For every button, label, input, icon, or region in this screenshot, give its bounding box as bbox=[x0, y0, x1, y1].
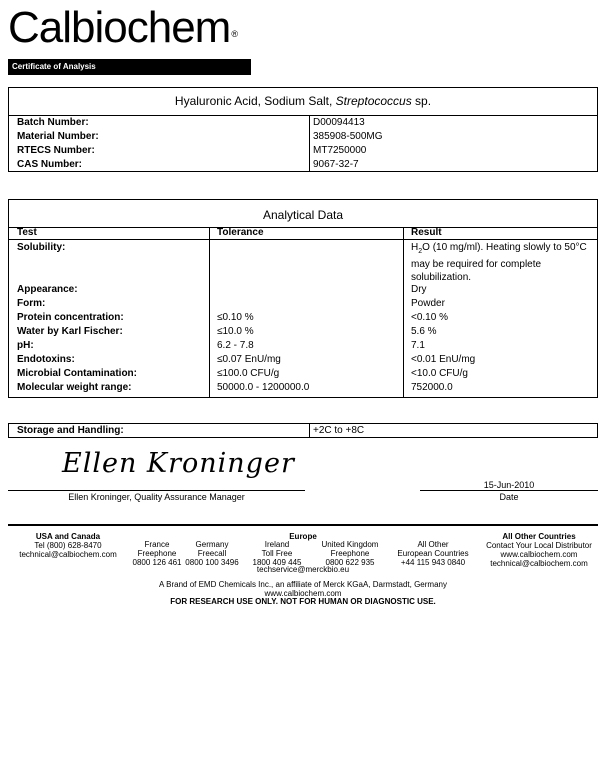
country-line1: Freecall bbox=[197, 549, 227, 558]
analytical-tolerance: ≤100.0 CFU/g bbox=[217, 368, 280, 379]
solubility-result-line2: may be required for complete bbox=[411, 259, 542, 270]
storage-value: +2C to +8C bbox=[313, 425, 365, 436]
europe-title: Europe bbox=[289, 532, 317, 541]
analytical-test: Endotoxins: bbox=[17, 354, 75, 365]
analytical-test: Appearance: bbox=[17, 284, 78, 295]
solubility-test: Solubility: bbox=[17, 242, 66, 253]
certificate-title-bar: Certificate of Analysis bbox=[8, 59, 251, 75]
all-other-title: All Other Countries bbox=[502, 532, 576, 541]
country-name: United Kingdom bbox=[321, 540, 379, 549]
other-eu-line2: European Countries bbox=[397, 549, 469, 558]
solubility-result-line3: solubilization. bbox=[411, 272, 472, 283]
date-label: Date bbox=[499, 492, 519, 502]
signer-name-title: Ellen Kroninger, Quality Assurance Manager bbox=[68, 492, 245, 502]
field-value: 9067-32-7 bbox=[313, 159, 359, 170]
usa-email: technical@calbiochem.com bbox=[19, 550, 117, 559]
registered-mark: ® bbox=[231, 29, 238, 39]
column-header-test: Test bbox=[17, 227, 37, 238]
country-name: France bbox=[144, 540, 170, 549]
column-header-tolerance: Tolerance bbox=[217, 227, 264, 238]
brand-name: Calbiochem bbox=[8, 3, 231, 52]
product-name-genus: Streptococcus bbox=[335, 94, 412, 108]
brand-line: A Brand of EMD Chemicals Inc., an affiliate of Merck KGaA, Darmstadt, Germany bbox=[159, 580, 447, 589]
country-line2: 0800 622 935 bbox=[325, 558, 375, 567]
product-box bbox=[8, 87, 598, 172]
analytical-test: pH: bbox=[17, 340, 34, 351]
field-label: Material Number: bbox=[17, 131, 99, 142]
country-name: Germany bbox=[195, 540, 229, 549]
analytical-tolerance: ≤0.07 EnU/mg bbox=[217, 354, 281, 365]
analytical-test: Protein concentration: bbox=[17, 312, 124, 323]
solubility-result-sub: 2 bbox=[418, 248, 423, 255]
country-line2: 1800 409 445 bbox=[252, 558, 302, 567]
all-other-website: www.calbiochem.com bbox=[500, 550, 578, 559]
signature-date: 15-Jun-2010 bbox=[483, 480, 535, 490]
analytical-box bbox=[8, 199, 598, 398]
column-header-result: Result bbox=[411, 227, 442, 238]
country-name: Ireland bbox=[264, 540, 290, 549]
disclaimer: FOR RESEARCH USE ONLY. NOT FOR HUMAN OR DIAGNOSTIC USE. bbox=[170, 597, 436, 606]
analytical-result: 5.6 % bbox=[411, 326, 437, 337]
storage-label: Storage and Handling: bbox=[17, 425, 124, 436]
analytical-title: Analytical Data bbox=[262, 208, 344, 222]
analytical-result: 752000.0 bbox=[411, 382, 453, 393]
analytical-tolerance: ≤0.10 % bbox=[217, 312, 254, 323]
footer-all-other bbox=[480, 532, 598, 568]
analytical-result: <0.10 % bbox=[411, 312, 448, 323]
product-name-main: Hyaluronic Acid, Sodium Salt, bbox=[174, 94, 336, 108]
europe-country bbox=[312, 540, 388, 567]
analytical-tolerance: ≤10.0 % bbox=[217, 326, 254, 337]
footer-usa bbox=[8, 532, 128, 559]
analytical-result: Dry bbox=[411, 284, 427, 295]
footer-website: www.calbiochem.com bbox=[264, 589, 342, 598]
analytical-test: Molecular weight range: bbox=[17, 382, 132, 393]
country-line1: Freephone bbox=[330, 549, 370, 558]
all-other-line1: Contact Your Local Distributor bbox=[486, 541, 592, 550]
analytical-test: Form: bbox=[17, 298, 46, 309]
field-value: MT7250000 bbox=[313, 145, 367, 156]
analytical-tolerance: 6.2 - 7.8 bbox=[217, 340, 254, 351]
usa-phone: Tel (800) 628-8470 bbox=[34, 541, 102, 550]
storage-box bbox=[8, 423, 598, 438]
field-label: RTECS Number: bbox=[17, 145, 95, 156]
field-label: Batch Number: bbox=[17, 117, 89, 128]
product-name bbox=[9, 94, 597, 108]
country-line1: Toll Free bbox=[261, 549, 293, 558]
europe-country bbox=[248, 540, 306, 567]
field-value: D00094413 bbox=[313, 117, 365, 128]
solubility-result-h: H bbox=[411, 242, 419, 253]
analytical-result: 7.1 bbox=[411, 340, 425, 351]
analytical-result: <10.0 CFU/g bbox=[411, 368, 468, 379]
analytical-test: Microbial Contamination: bbox=[17, 368, 137, 379]
other-eu-phone: +44 115 943 0840 bbox=[400, 558, 466, 567]
footer-other-eu bbox=[393, 540, 473, 567]
solubility-result-text: O (10 mg/ml). Heating slowly to 50°C bbox=[422, 242, 587, 253]
europe-email: techservice@merckbio.eu bbox=[256, 565, 350, 574]
europe-country bbox=[128, 540, 186, 567]
analytical-result: Powder bbox=[411, 298, 445, 309]
usa-title: USA and Canada bbox=[35, 532, 101, 541]
analytical-test: Water by Karl Fischer: bbox=[17, 326, 123, 337]
country-line2: 0800 126 461 bbox=[132, 558, 182, 567]
country-line1: Freephone bbox=[137, 549, 177, 558]
brand-logo bbox=[8, 2, 237, 54]
solubility-result bbox=[411, 241, 587, 284]
analytical-result: <0.01 EnU/mg bbox=[411, 354, 476, 365]
product-name-suffix: sp. bbox=[411, 94, 432, 108]
all-other-email: technical@calbiochem.com bbox=[490, 559, 588, 568]
other-eu-line1: All Other bbox=[417, 540, 449, 549]
europe-country bbox=[183, 540, 241, 567]
signature: Ellen Kroninger bbox=[62, 448, 295, 479]
analytical-tolerance: 50000.0 - 1200000.0 bbox=[217, 382, 310, 393]
field-value: 385908-500MG bbox=[313, 131, 383, 142]
field-label: CAS Number: bbox=[17, 159, 83, 170]
country-line2: 0800 100 3496 bbox=[185, 558, 239, 567]
